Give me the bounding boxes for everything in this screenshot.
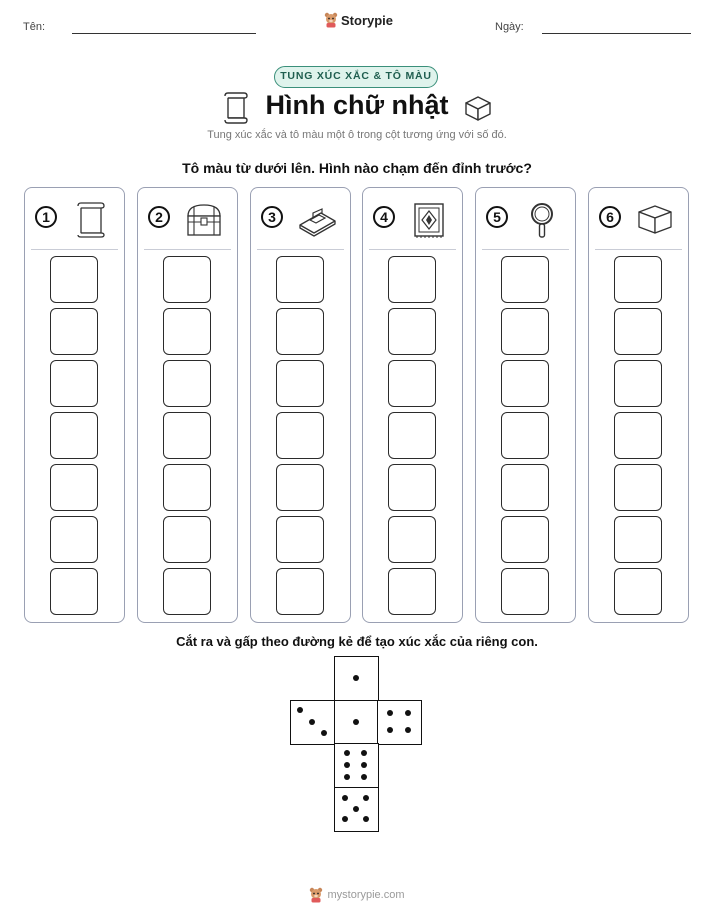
column-header	[476, 202, 575, 242]
cube-icon	[635, 202, 675, 238]
column-4	[362, 187, 463, 623]
die-pip	[321, 730, 327, 736]
color-cell	[276, 308, 324, 355]
color-cell	[50, 464, 98, 511]
die-net	[290, 656, 424, 834]
column-1	[24, 187, 125, 623]
column-number: 4	[373, 206, 395, 228]
column-header	[363, 202, 462, 242]
color-cell	[50, 412, 98, 459]
color-cell	[388, 360, 436, 407]
column-divider	[31, 249, 118, 250]
color-cell	[501, 464, 549, 511]
column-2	[137, 187, 238, 623]
color-cell	[388, 516, 436, 563]
color-cell	[50, 516, 98, 563]
column-number: 6	[599, 206, 621, 228]
die-face-3	[290, 700, 335, 745]
die-face-1	[334, 656, 379, 701]
die-pip	[344, 774, 350, 780]
column-number: 2	[148, 206, 170, 228]
column-5	[475, 187, 576, 623]
column-3	[250, 187, 351, 623]
color-cell	[501, 568, 549, 615]
die-pip	[363, 816, 369, 822]
color-cell	[501, 360, 549, 407]
die-pip	[405, 727, 411, 733]
column-divider	[144, 249, 231, 250]
die-pip	[344, 750, 350, 756]
die-pip	[297, 707, 303, 713]
cube-icon	[463, 94, 493, 122]
magnifying-glass-icon	[522, 202, 562, 238]
activity-badge: TUNG XÚC XẮC & TÔ MÀU	[274, 66, 438, 88]
color-cell	[163, 516, 211, 563]
die-pip	[344, 762, 350, 768]
logo-text: Storypie	[341, 12, 394, 28]
die-face-6	[334, 743, 379, 788]
column-divider	[482, 249, 569, 250]
column-number: 5	[486, 206, 508, 228]
color-cell	[388, 308, 436, 355]
column-6	[588, 187, 689, 623]
column-header	[138, 202, 237, 242]
color-cell	[614, 412, 662, 459]
color-cell	[501, 308, 549, 355]
color-cell	[276, 568, 324, 615]
color-cell	[614, 568, 662, 615]
date-label: Ngày:	[495, 21, 524, 33]
page-title: Hình chữ nhật	[265, 90, 449, 120]
column-divider	[369, 249, 456, 250]
color-cell	[501, 412, 549, 459]
title-row	[0, 88, 714, 128]
die-pip	[361, 750, 367, 756]
die-pip	[363, 795, 369, 801]
cut-fold-instruction: Cắt ra và gấp theo đường kẻ để tạo xúc xắc của riêng con.	[176, 634, 538, 649]
column-header	[589, 202, 688, 242]
subtitle: Tung xúc xắc và tô màu một ô trong cột tương ứng với số đó.	[207, 129, 507, 141]
color-cell	[614, 256, 662, 303]
name-line	[72, 33, 256, 34]
footer	[0, 887, 714, 903]
die-pip	[405, 710, 411, 716]
color-cell	[50, 360, 98, 407]
color-cell	[163, 256, 211, 303]
color-cell	[50, 568, 98, 615]
scroll-icon	[71, 202, 111, 238]
color-cell	[276, 412, 324, 459]
color-cell	[50, 308, 98, 355]
name-label: Tên:	[23, 21, 46, 33]
stapler-icon	[297, 202, 337, 238]
die-pip	[387, 710, 393, 716]
color-cell	[614, 516, 662, 563]
die-pip	[353, 719, 359, 725]
die-pip	[353, 675, 359, 681]
date-line	[542, 33, 691, 34]
column-header	[251, 202, 350, 242]
die-face-5	[334, 787, 379, 832]
footer-url: mystorypie.com	[327, 889, 405, 901]
bear-mascot-icon	[324, 12, 338, 28]
color-cell	[388, 464, 436, 511]
rug-icon	[409, 202, 449, 238]
die-face-4	[377, 700, 422, 745]
die-pip	[342, 795, 348, 801]
column-number: 1	[35, 206, 57, 228]
die-pip	[361, 774, 367, 780]
bear-mascot-icon	[309, 887, 323, 903]
color-cell	[614, 360, 662, 407]
color-cell	[501, 256, 549, 303]
color-cell	[388, 256, 436, 303]
color-cell	[163, 568, 211, 615]
color-cell	[163, 308, 211, 355]
die-face-1	[334, 700, 379, 745]
die-pip	[342, 816, 348, 822]
treasure-chest-icon	[184, 202, 224, 238]
column-header	[25, 202, 124, 242]
color-cell	[276, 360, 324, 407]
die-pip	[309, 719, 315, 725]
column-number: 3	[261, 206, 283, 228]
column-divider	[257, 249, 344, 250]
color-cell	[276, 516, 324, 563]
color-cell	[50, 256, 98, 303]
color-cell	[388, 568, 436, 615]
color-cell	[501, 516, 549, 563]
die-pip	[387, 727, 393, 733]
color-cell	[163, 464, 211, 511]
color-cell	[614, 464, 662, 511]
color-cell	[388, 412, 436, 459]
storypie-logo	[324, 12, 393, 28]
question: Tô màu từ dưới lên. Hình nào chạm đến đỉnh trước?	[182, 160, 532, 176]
color-cell	[276, 256, 324, 303]
color-cell	[163, 412, 211, 459]
color-cell	[163, 360, 211, 407]
color-cell	[276, 464, 324, 511]
column-divider	[595, 249, 682, 250]
die-pip	[353, 806, 359, 812]
color-cell	[614, 308, 662, 355]
die-pip	[361, 762, 367, 768]
